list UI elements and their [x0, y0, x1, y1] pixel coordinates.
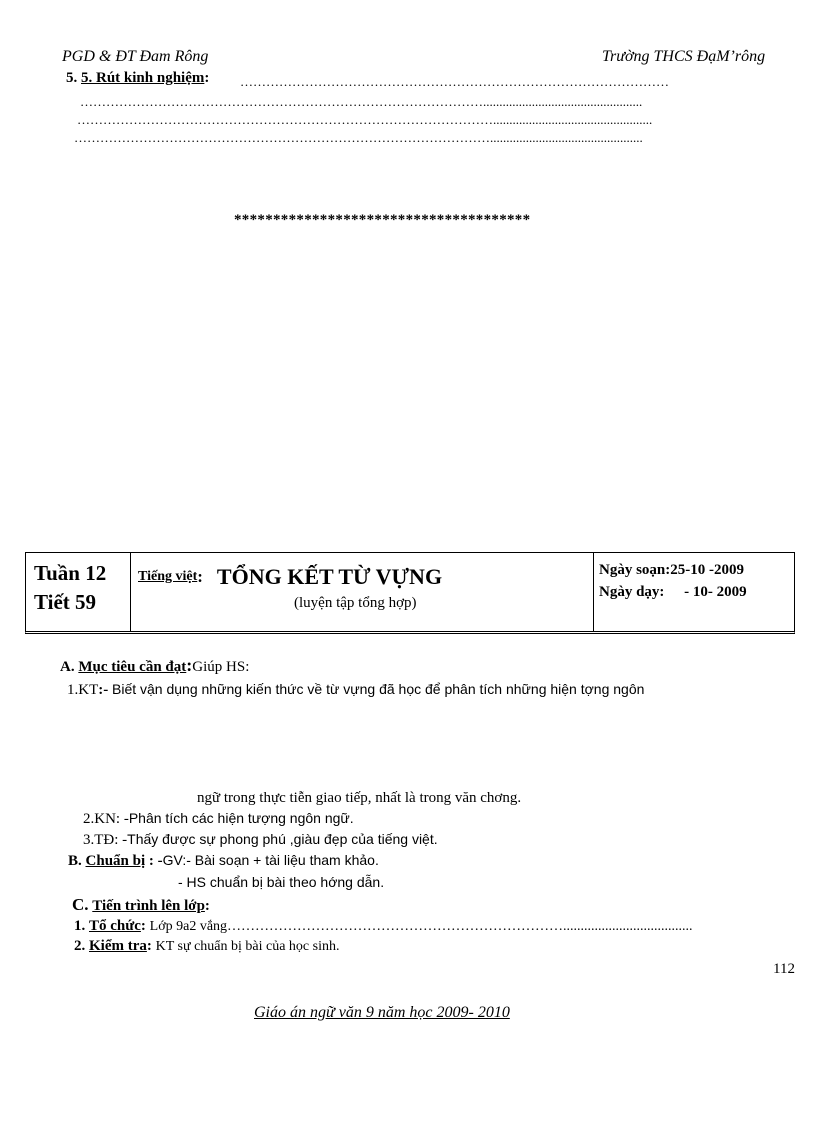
teach-date-value: - 10- 2009	[684, 584, 747, 600]
prep-date: Ngày soạn:25-10 -2009	[599, 562, 744, 578]
sectionA-heading	[60, 655, 249, 676]
lesson-title: TỔNG KẾT TỪ VỰNG	[216, 564, 443, 589]
item1-num: 1.	[74, 918, 86, 934]
gv-label: GV:	[162, 852, 187, 868]
section5-label: 5. Rút kinh nghiệm	[81, 70, 205, 86]
sectionA-intro: Giúp HS:	[192, 659, 250, 675]
item2-label: Kiểm tra	[89, 938, 147, 954]
kt-text: Biết vận dụng những kiến thức về từ vựng đã học để phân tích những hiện tợng ngôn	[112, 681, 645, 697]
subject-colon: :	[197, 567, 203, 586]
box-divider-1	[130, 553, 131, 631]
kn-text: Phân tích các hiện tượng ngôn ngữ.	[128, 810, 354, 826]
sectionA-prefix: A.	[60, 659, 75, 675]
item2-row	[74, 938, 340, 955]
sectionC-heading	[72, 895, 210, 915]
sectionB-prefix: B.	[68, 853, 82, 869]
sectionA-colon: :	[186, 655, 193, 675]
box-divider-2	[593, 553, 594, 631]
sectionB-colon: : -	[145, 853, 163, 869]
item1-colon: :	[140, 918, 146, 934]
section5-dots-3: …………………………………………………………………………………….................................................	[77, 112, 653, 127]
star-divider: **************************************	[234, 212, 531, 228]
sectionC-label: Tiến trình lên lớp	[92, 898, 205, 914]
kt-label: 1.KT	[67, 682, 99, 698]
item2-num: 2.	[74, 938, 86, 954]
section5-num: 5.	[66, 70, 81, 86]
sectionA-label: Mục tiêu cần đạt	[78, 659, 187, 675]
item1-row	[74, 918, 788, 935]
item1-label: Tổ chức	[89, 918, 141, 934]
item2-colon: :	[146, 938, 152, 954]
week-label: Tuần 12	[34, 561, 107, 585]
section5-dots-2: ………………………………………………………………………………….................................................	[80, 94, 643, 109]
hs-text: - HS chuẩn bị bài theo hớng dẫn.	[178, 874, 385, 890]
kn-row	[83, 810, 354, 828]
section5-colon: :	[204, 70, 210, 86]
section5-dots-1: ………………………………………………………………………………………	[240, 74, 669, 89]
header-left: PGD & ĐT Đam Rông	[62, 48, 209, 65]
period-label: Tiết 59	[34, 590, 97, 614]
td-text: Thấy được sự phong phú ,giàu đẹp của tiếng việt.	[127, 831, 438, 847]
kn-label: 2.KN: -	[83, 811, 129, 827]
footer-text: Giáo án ngữ văn 9 năm học 2009- 2010	[254, 1004, 510, 1021]
sectionC-colon: :	[204, 898, 210, 914]
sectionB-heading	[68, 852, 379, 870]
lesson-header-box	[25, 552, 795, 634]
item2-text: KT sự chuẩn bị bài của học sinh.	[155, 939, 340, 954]
kt-text-cont: ngữ trong thực tiễn giao tiếp, nhất là trong văn chơng.	[197, 790, 522, 806]
subject-label: Tiếng việt	[138, 569, 198, 584]
item1-text: Lớp 9a2 vắng……………………………………………………………….....................................	[149, 919, 693, 934]
sectionB-label: Chuẩn bị	[85, 853, 146, 869]
td-row	[83, 831, 438, 849]
td-label: 3.TĐ: -	[83, 832, 128, 848]
header-right: Trường THCS ĐạM’rông	[602, 48, 766, 65]
kt-colon: :-	[98, 682, 109, 698]
section5-dots-4: ……………………………………………………………………………………...............................................	[74, 130, 643, 145]
lesson-subtitle: (luyện tập tổng hợp)	[294, 595, 417, 611]
gv-text: - Bài soạn + tài liệu tham khảo.	[186, 852, 379, 868]
teach-date-label: Ngày dạy:	[599, 584, 665, 600]
section5-heading	[66, 70, 209, 87]
sectionC-prefix: C.	[72, 895, 89, 914]
kt-row	[67, 681, 644, 699]
teach-date-row	[599, 584, 747, 601]
subject-title-row	[138, 564, 442, 590]
page-number: 112	[773, 961, 795, 977]
